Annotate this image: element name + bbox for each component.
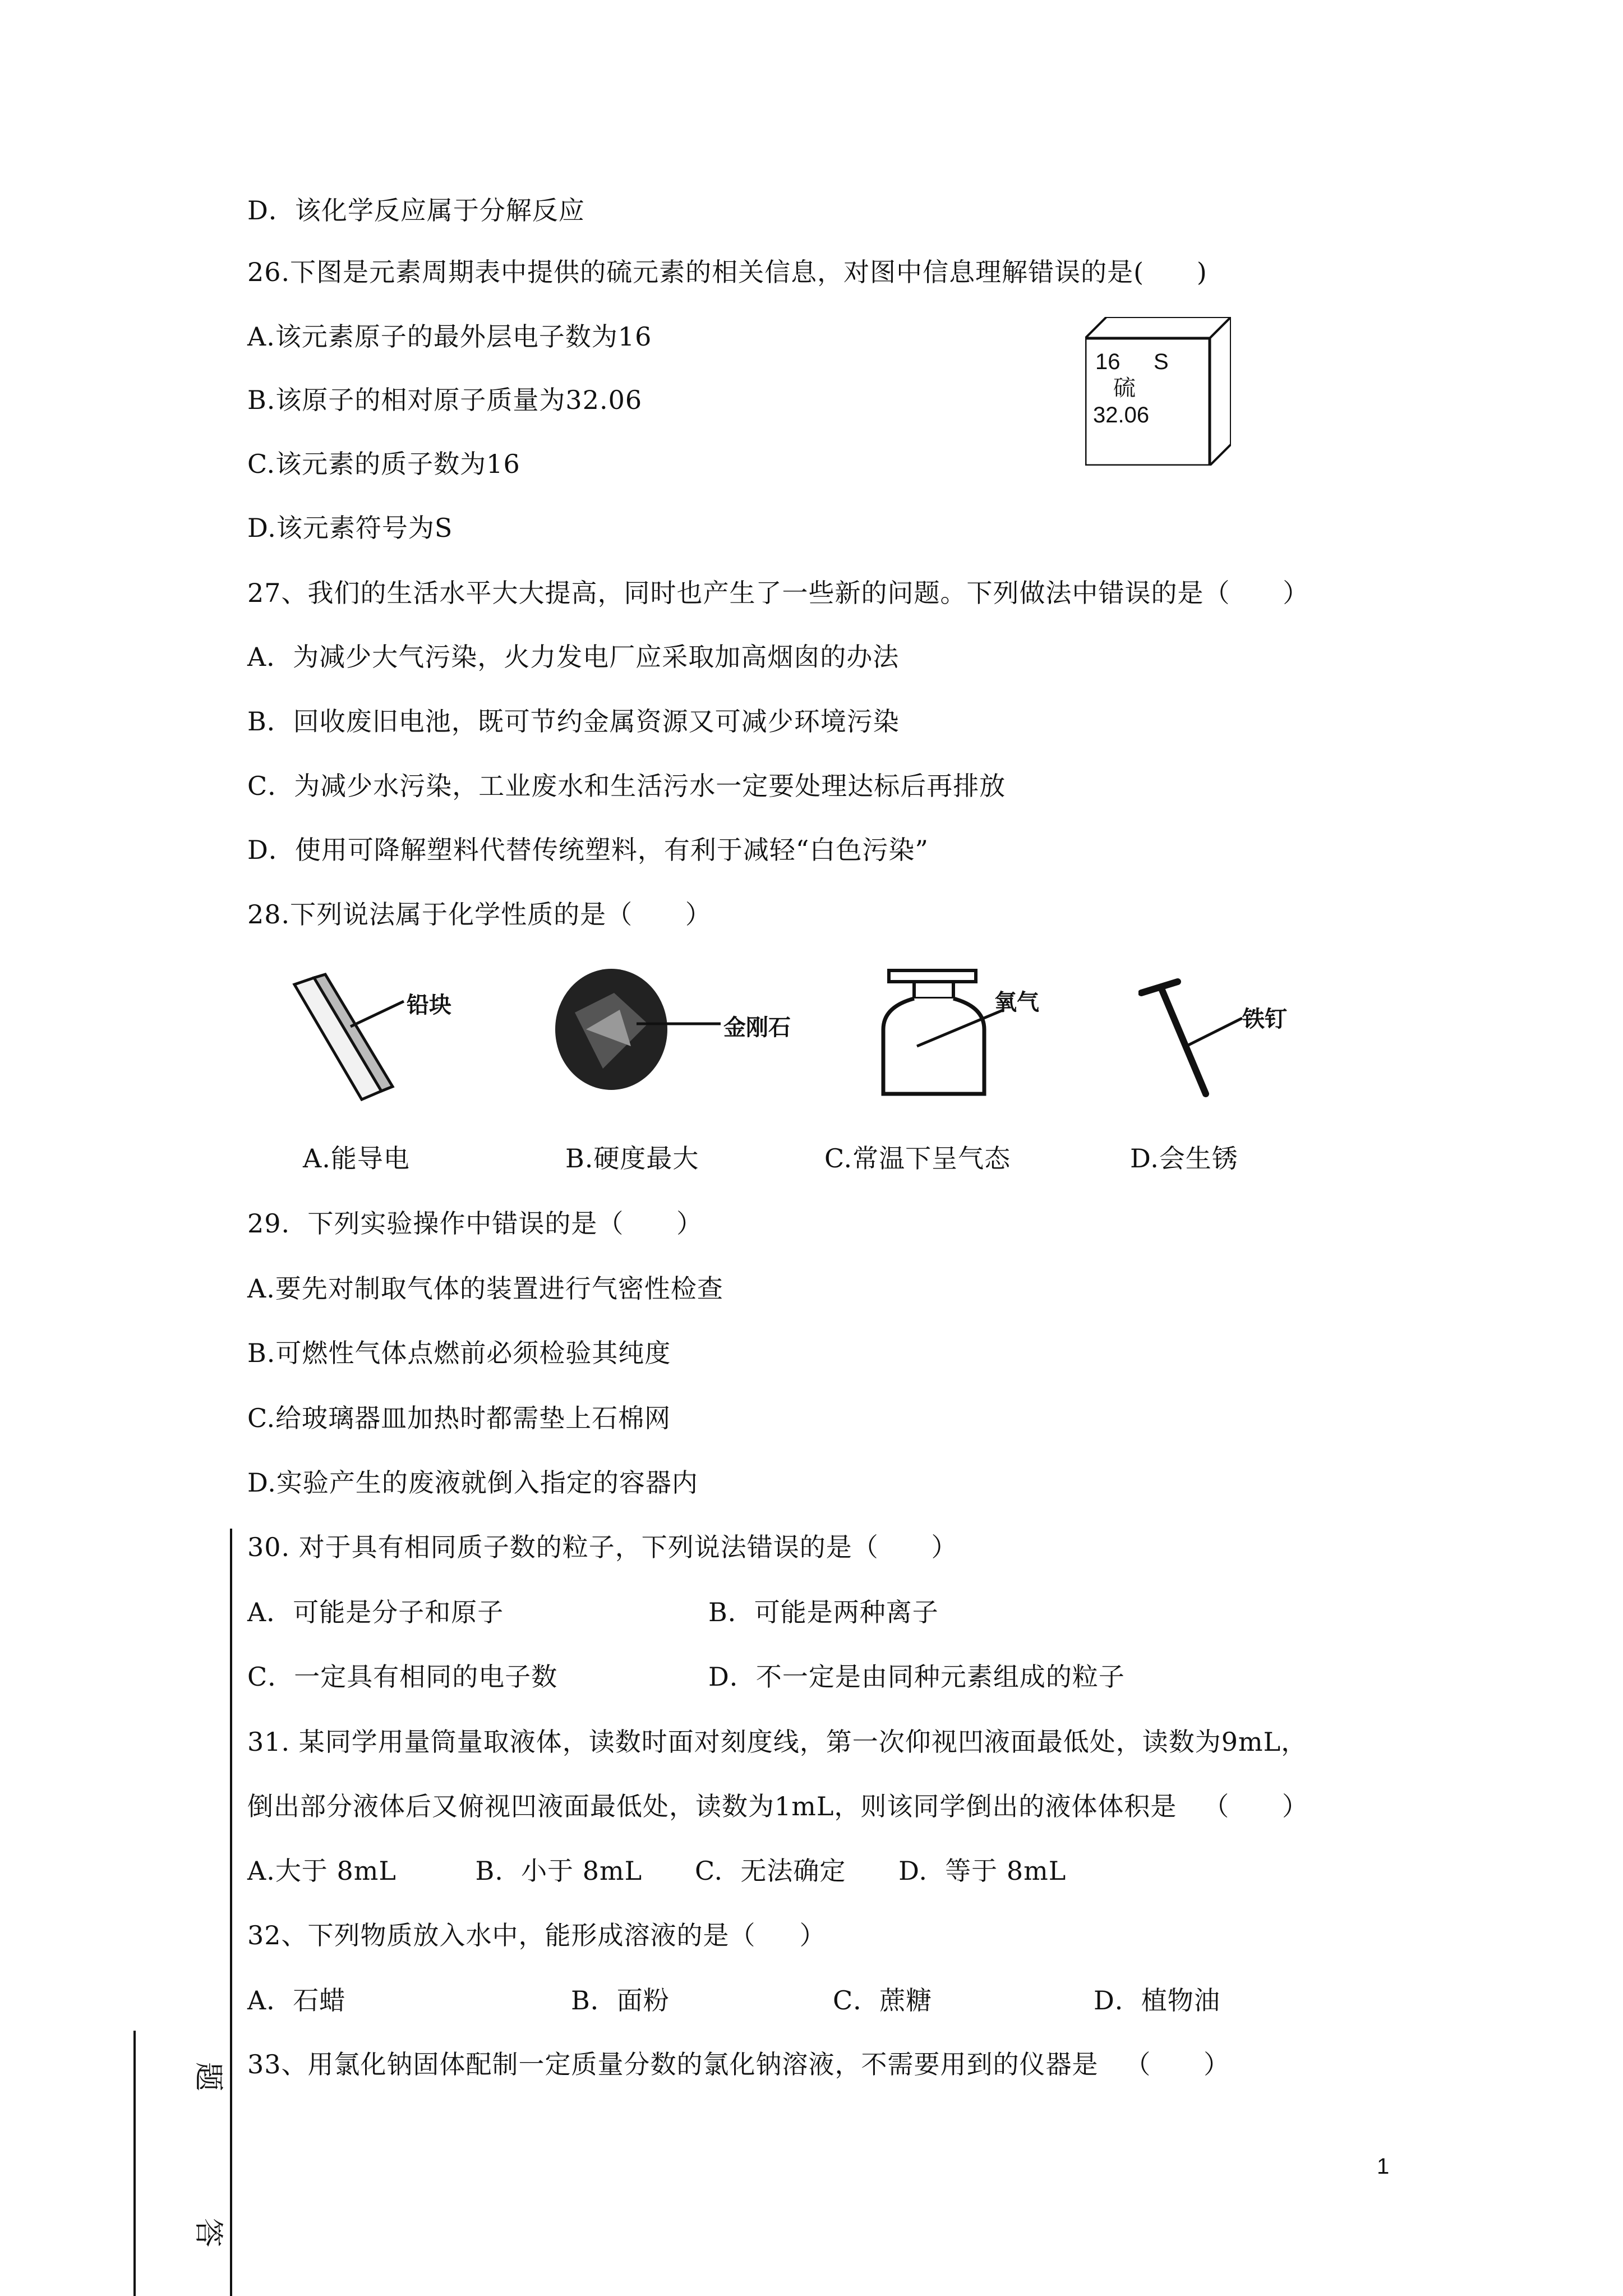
element-mass: 32.06 xyxy=(1093,403,1150,427)
q32-option-c: C．蔗糖 xyxy=(833,1985,933,2016)
q32-option-b: B．面粉 xyxy=(571,1985,670,2016)
margin-mark-lower: 答 xyxy=(191,2217,225,2248)
q32-option-d: D．植物油 xyxy=(1094,1985,1220,2016)
element-box-icon xyxy=(1085,317,1231,466)
q28-option-b: B.硬度最大 xyxy=(565,1143,699,1174)
lead-block-figure xyxy=(283,962,468,1108)
q29-option-b: B.可燃性气体点燃前必须检验其纯度 xyxy=(247,1338,671,1368)
q25-option-d: D．该化学反应属于分解反应 xyxy=(247,195,585,226)
q29-option-a: A.要先对制取气体的装置进行气密性检查 xyxy=(247,1273,723,1304)
iron-nail-figure xyxy=(1138,962,1346,1108)
q32-stem: 32、下列物质放入水中，能形成溶液的是（ ） xyxy=(247,1920,826,1950)
margin-rule-outer xyxy=(133,2031,136,2296)
lead-block-icon xyxy=(283,962,468,1108)
q30-option-c: C．一定具有相同的电子数 xyxy=(247,1662,558,1692)
q31-stem-cont: 倒出部分液体后又俯视凹液面最低处，读数为1mL，则该同学倒出的液体体积是 （ ） xyxy=(247,1791,1309,1821)
oxygen-bottle-figure xyxy=(872,962,1085,1108)
q28-option-d: D.会生锈 xyxy=(1130,1143,1238,1174)
q32-option-a: A．石蜡 xyxy=(247,1985,346,2016)
q27-stem: 27、我们的生活水平大大提高，同时也产生了一些新的问题。下列做法中错误的是（ ） xyxy=(247,578,1310,608)
q30-option-a: A．可能是分子和原子 xyxy=(247,1597,504,1627)
diamond-figure xyxy=(552,962,816,1108)
q27-option-d: D．使用可降解塑料代替传统塑料，有利于减轻“白色污染” xyxy=(247,835,929,865)
iron-nail-icon xyxy=(1138,962,1346,1108)
q26-option-b: B.该原子的相对原子质量为32.06 xyxy=(247,385,643,415)
q27-option-a: A．为减少大气污染，火力发电厂应采取加高烟囱的办法 xyxy=(247,642,900,672)
margin-rule-inner xyxy=(230,1529,232,2296)
q29-option-c: C.给玻璃器皿加热时都需垫上石棉网 xyxy=(247,1403,671,1433)
element-name: 硫 xyxy=(1113,375,1136,401)
iron-nail-caption: 铁钉 xyxy=(1242,1006,1287,1032)
sulfur-element-cell xyxy=(1085,317,1231,466)
element-atomic-number: 16 xyxy=(1095,349,1121,374)
q29-option-d: D.实验产生的废液就倒入指定的容器内 xyxy=(247,1467,698,1498)
q31-options: A.大于 8mL B. 小于 8mL C. 无法确定 D. 等于 8mL xyxy=(247,1856,1067,1886)
q26-option-a: A.该元素原子的最外层电子数为16 xyxy=(247,321,652,352)
gas-bottle-icon xyxy=(872,962,1085,1108)
lead-block-caption: 铅块 xyxy=(407,992,451,1018)
q28-option-a: A.能导电 xyxy=(303,1143,410,1174)
q28-option-c: C.常温下呈气态 xyxy=(824,1143,1011,1174)
q28-stem: 28.下列说法属于化学性质的是（ ） xyxy=(247,899,712,930)
q27-option-b: B．回收废旧电池，既可节约金属资源又可减少环境污染 xyxy=(247,706,900,737)
q29-stem: 29. 下列实验操作中错误的是（ ） xyxy=(247,1208,703,1239)
q30-option-d: D．不一定是由同种元素组成的粒子 xyxy=(708,1662,1125,1692)
q26-stem: 26.下图是元素周期表中提供的硫元素的相关信息，对图中信息理解错误的是( ) xyxy=(247,257,1207,287)
q26-option-d: D.该元素符号为S xyxy=(247,513,453,543)
oxygen-caption: 氧气 xyxy=(994,990,1039,1015)
q26-option-c: C.该元素的质子数为16 xyxy=(247,449,520,479)
q31-stem: 31. 某同学用量筒量取液体，读数时面对刻度线，第一次仰视凹液面最低处，读数为9mL， xyxy=(247,1727,1308,1757)
margin-mark-upper: 题 xyxy=(191,2062,225,2092)
q27-option-c: C．为减少水污染，工业废水和生活污水一定要处理达标后再排放 xyxy=(247,771,1006,801)
diamond-caption: 金刚石 xyxy=(723,1015,791,1041)
page-number: 1 xyxy=(1377,2154,1390,2179)
q33-stem: 33、用氯化钠固体配制一定质量分数的氯化钠溶液，不需要用到的仪器是 （ ） xyxy=(247,2049,1230,2079)
q30-stem: 30. 对于具有相同质子数的粒子，下列说法错误的是（ ） xyxy=(247,1532,958,1562)
q30-option-b: B．可能是两种离子 xyxy=(708,1597,939,1627)
element-symbol: S xyxy=(1154,349,1169,374)
